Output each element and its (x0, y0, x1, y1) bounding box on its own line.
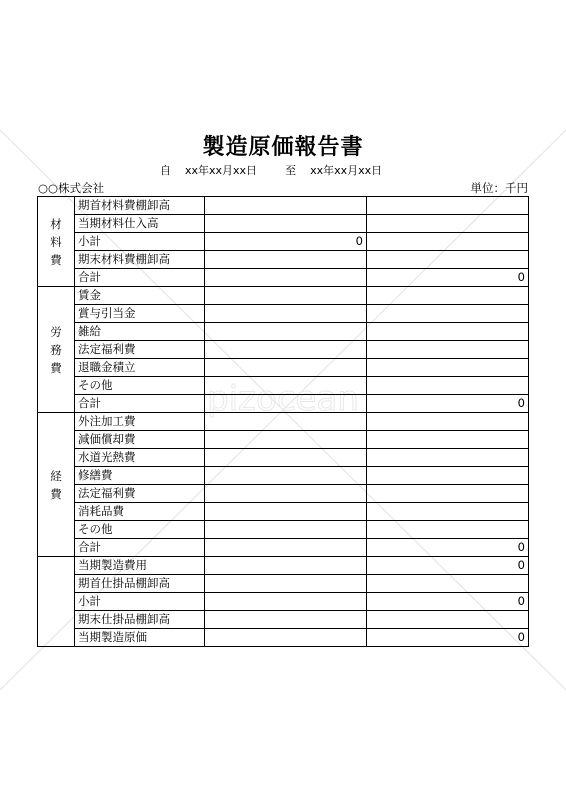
row-detail-amount[interactable] (205, 485, 367, 503)
row-item-label: 期末材料費棚卸高 (75, 251, 205, 269)
row-detail-amount[interactable] (205, 323, 367, 341)
table-row (38, 575, 529, 593)
table-row (38, 413, 529, 431)
table-row (38, 341, 529, 359)
row-detail-amount[interactable] (205, 269, 367, 287)
row-item-label: その他 (75, 521, 205, 539)
table-row (38, 197, 529, 215)
row-detail-amount[interactable] (205, 539, 367, 557)
row-total-amount[interactable] (367, 377, 529, 395)
period-to-date: xx年xx月xx日 (310, 164, 383, 177)
row-detail-amount[interactable]: 0 (205, 233, 367, 251)
row-total-amount[interactable] (367, 521, 529, 539)
row-total-amount[interactable] (367, 449, 529, 467)
row-item-label: 期末仕掛品棚卸高 (75, 611, 205, 629)
row-total-amount[interactable] (367, 251, 529, 269)
row-item-label: 賃金 (75, 287, 205, 305)
row-item-label: 外注加工費 (75, 413, 205, 431)
cost-report-table (37, 196, 529, 647)
period-to-label: 至 (285, 164, 297, 177)
row-item-label: 修繕費 (75, 467, 205, 485)
row-detail-amount[interactable] (205, 395, 367, 413)
row-item-label: 期首材料費棚卸高 (75, 197, 205, 215)
table-row (38, 485, 529, 503)
row-item-label: 退職金積立 (75, 359, 205, 377)
row-detail-amount[interactable] (205, 341, 367, 359)
row-total-amount[interactable] (367, 359, 529, 377)
row-item-label: 減価償却費 (75, 431, 205, 449)
row-total-amount[interactable]: 0 (367, 539, 529, 557)
period-from-label: 自 (160, 164, 171, 177)
table-row (38, 251, 529, 269)
table-row (38, 431, 529, 449)
table-row (38, 377, 529, 395)
page-title: 製造原価報告書 (202, 135, 364, 160)
table-row (38, 323, 529, 341)
table-row (38, 287, 529, 305)
row-detail-amount[interactable] (205, 359, 367, 377)
table-row (38, 449, 529, 467)
row-total-amount[interactable]: 0 (367, 395, 529, 413)
row-total-amount[interactable] (367, 431, 529, 449)
row-item-label: 水道光熱費 (75, 449, 205, 467)
row-item-label: 当期製造費用 (75, 557, 205, 575)
row-detail-amount[interactable] (205, 557, 367, 575)
row-detail-amount[interactable] (205, 521, 367, 539)
period-from-date: xx年xx月xx日 (185, 164, 258, 177)
row-total-amount[interactable] (367, 467, 529, 485)
section-label-labor: 労 務 費 (38, 287, 75, 413)
section-label-expenses: 経 費 (38, 413, 75, 557)
row-item-label: 当期製造原価 (75, 629, 205, 647)
table-row (38, 503, 529, 521)
section-label-summary (38, 557, 75, 647)
row-detail-amount[interactable] (205, 413, 367, 431)
table-row (38, 539, 529, 557)
row-total-amount[interactable] (367, 233, 529, 251)
row-total-amount[interactable] (367, 323, 529, 341)
row-detail-amount[interactable] (205, 251, 367, 269)
row-total-amount[interactable] (367, 503, 529, 521)
row-item-label: 賞与引当金 (75, 305, 205, 323)
section-label-material: 材 料 費 (38, 197, 75, 287)
table-row (38, 593, 529, 611)
row-item-label: 法定福利費 (75, 341, 205, 359)
row-total-amount[interactable] (367, 341, 529, 359)
row-detail-amount[interactable] (205, 305, 367, 323)
row-detail-amount[interactable] (205, 467, 367, 485)
row-item-label: 合計 (75, 539, 205, 557)
row-detail-amount[interactable] (205, 629, 367, 647)
row-item-label: 合計 (75, 269, 205, 287)
row-item-label: 当期材料仕入高 (75, 215, 205, 233)
row-detail-amount[interactable] (205, 503, 367, 521)
row-detail-amount[interactable] (205, 197, 367, 215)
table-row (38, 395, 529, 413)
row-item-label: 雑給 (75, 323, 205, 341)
row-total-amount[interactable] (367, 215, 529, 233)
row-item-label: 法定福利費 (75, 485, 205, 503)
table-row (38, 305, 529, 323)
row-item-label: 合計 (75, 395, 205, 413)
table-row (38, 215, 529, 233)
row-detail-amount[interactable] (205, 431, 367, 449)
table-row (38, 521, 529, 539)
svg-text:pizocean: pizocean (207, 379, 359, 419)
row-total-amount[interactable]: 0 (367, 557, 529, 575)
row-detail-amount[interactable] (205, 611, 367, 629)
row-detail-amount[interactable] (205, 215, 367, 233)
row-item-label: 小計 (75, 593, 205, 611)
row-item-label: 小計 (75, 233, 205, 251)
table-row (38, 233, 529, 251)
row-detail-amount[interactable] (205, 377, 367, 395)
row-total-amount[interactable] (367, 575, 529, 593)
row-total-amount[interactable]: 0 (367, 593, 529, 611)
row-total-amount[interactable] (367, 197, 529, 215)
row-item-label: 消耗品費 (75, 503, 205, 521)
row-detail-amount[interactable] (205, 593, 367, 611)
row-total-amount[interactable] (367, 485, 529, 503)
unit-label: 単位：千円 (470, 181, 528, 195)
period-range (160, 162, 382, 178)
table-row (38, 557, 529, 575)
row-total-amount[interactable] (367, 305, 529, 323)
company-name: ○○株式会社 (38, 181, 105, 195)
table-row (38, 359, 529, 377)
table-row (38, 629, 529, 647)
row-detail-amount[interactable] (205, 575, 367, 593)
row-detail-amount[interactable] (205, 449, 367, 467)
row-total-amount[interactable] (367, 611, 529, 629)
row-detail-amount[interactable] (205, 287, 367, 305)
table-row (38, 467, 529, 485)
row-item-label: 期首仕掛品棚卸高 (75, 575, 205, 593)
row-total-amount[interactable] (367, 413, 529, 431)
table-row (38, 269, 529, 287)
row-total-amount[interactable]: 0 (367, 269, 529, 287)
row-total-amount[interactable] (367, 287, 529, 305)
table-row (38, 611, 529, 629)
row-total-amount[interactable]: 0 (367, 629, 529, 647)
row-item-label: その他 (75, 377, 205, 395)
